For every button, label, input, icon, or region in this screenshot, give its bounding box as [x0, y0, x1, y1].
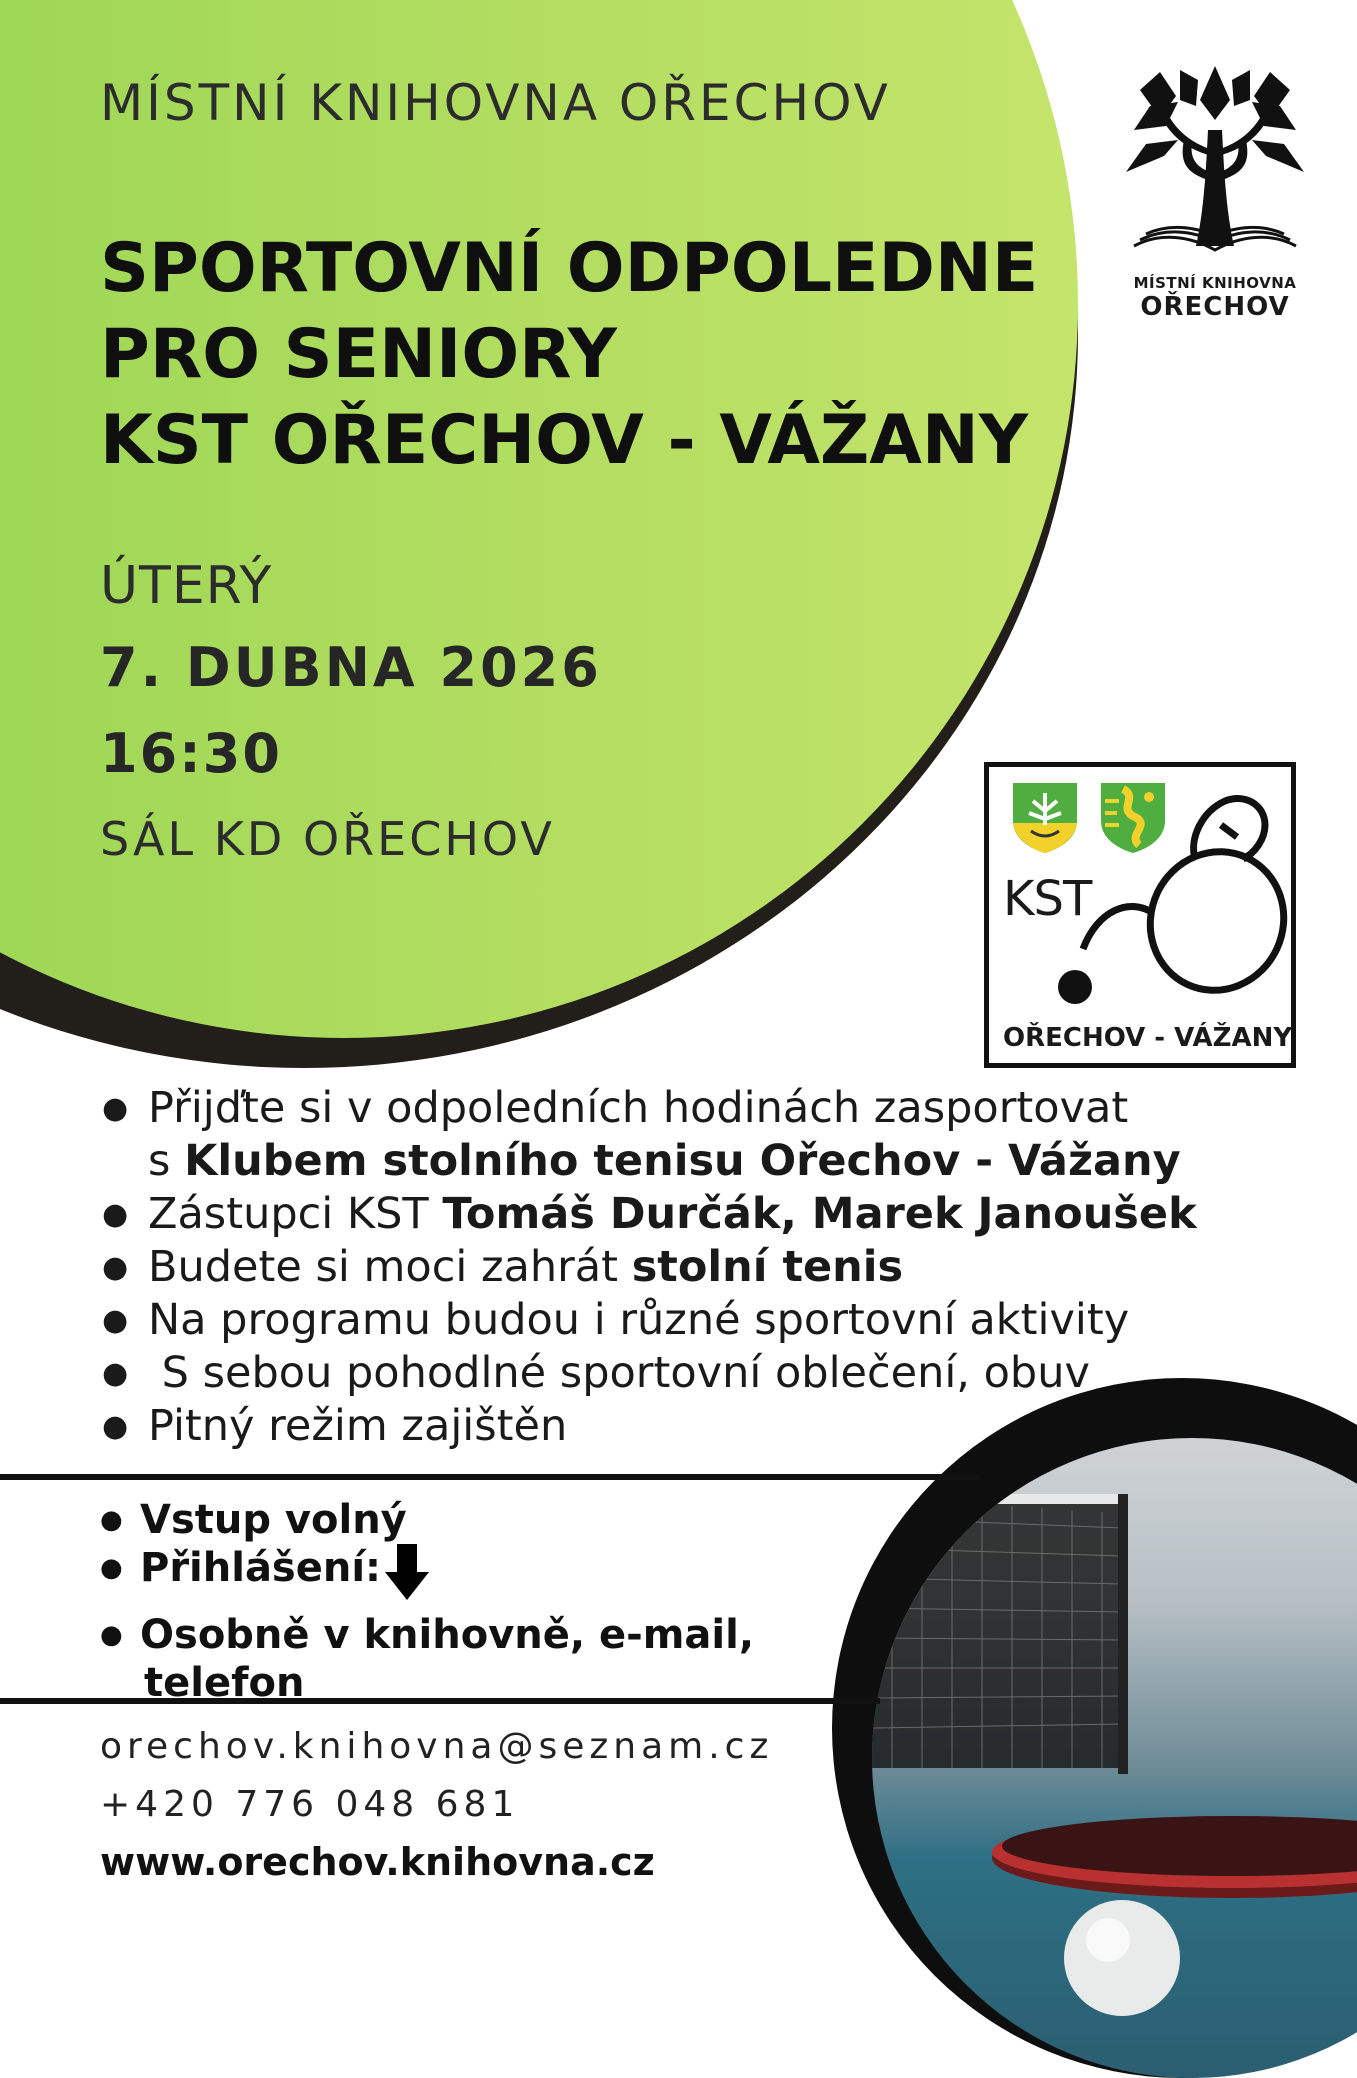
title-line-3: KST OŘECHOV - VÁŽANY [100, 401, 1029, 480]
title-line-1: SPORTOVNÍ ODPOLEDNE [100, 229, 1039, 308]
entry-info-list [100, 1496, 754, 1707]
arrow-down-icon [383, 1544, 431, 1611]
logo-line-2: OŘECHOV [1140, 292, 1290, 322]
divider-top [0, 1474, 980, 1480]
event-venue: SÁL KD OŘECHOV [100, 812, 555, 866]
list-item: ● Pitný režim zajištěn [100, 1400, 1180, 1453]
library-name: MÍSTNÍ KNIHOVNA OŘECHOV [100, 74, 891, 132]
contact-phone[interactable]: +420 776 048 681 [100, 1784, 520, 1825]
event-time: 16:30 [100, 722, 282, 785]
event-date: 7. DUBNA 2026 [100, 636, 602, 699]
info-list [100, 1082, 1197, 1453]
contact-website[interactable]: www.orechov.knihovna.cz [100, 1840, 655, 1884]
kst-club-name: OŘECHOV - VÁŽANY [1003, 1023, 1293, 1053]
logo-line-1: MÍSTNÍ KNIHOVNA [1133, 274, 1297, 292]
list-item-continuation: telefon [144, 1660, 305, 1706]
list-item: ● Budete si moci zahrát stolní tenis [100, 1241, 1180, 1294]
library-logo [1120, 60, 1310, 350]
kst-club-logo [984, 762, 1296, 1068]
tree-book-icon [1120, 60, 1310, 260]
title-line-2: PRO SENIORY [100, 315, 618, 394]
coat-of-arms-orechov-icon [1013, 783, 1077, 853]
list-item-continuation: s Klubem stolního tenisu Ořechov - Vážany [148, 1136, 1181, 1186]
list-item: ● S sebou pohodlné sportovní oblečení, obuv [100, 1347, 1180, 1400]
list-item: ● Na programu budou i různé sportovní aktivity [100, 1294, 1180, 1347]
event-title [100, 226, 1038, 484]
list-item: ● Vstup volný [100, 1496, 754, 1544]
green-circle-shape [0, 0, 1078, 1038]
coat-of-arms-vazany-icon [1101, 783, 1165, 853]
list-item: ● Přijďte si v odpoledních hodinách zasportovat [100, 1082, 1180, 1135]
list-item: ● Osobně v knihovně, e-mail, [100, 1611, 754, 1659]
event-day: ÚTERÝ [100, 556, 273, 616]
kst-short-name: KST [1003, 871, 1092, 927]
list-item: ● Zástupci KST Tomáš Durčák, Marek Janoušek [100, 1188, 1180, 1241]
contact-email[interactable]: orechov.knihovna@seznam.cz [100, 1726, 774, 1767]
list-item: ● Přihlášení: [100, 1544, 754, 1611]
